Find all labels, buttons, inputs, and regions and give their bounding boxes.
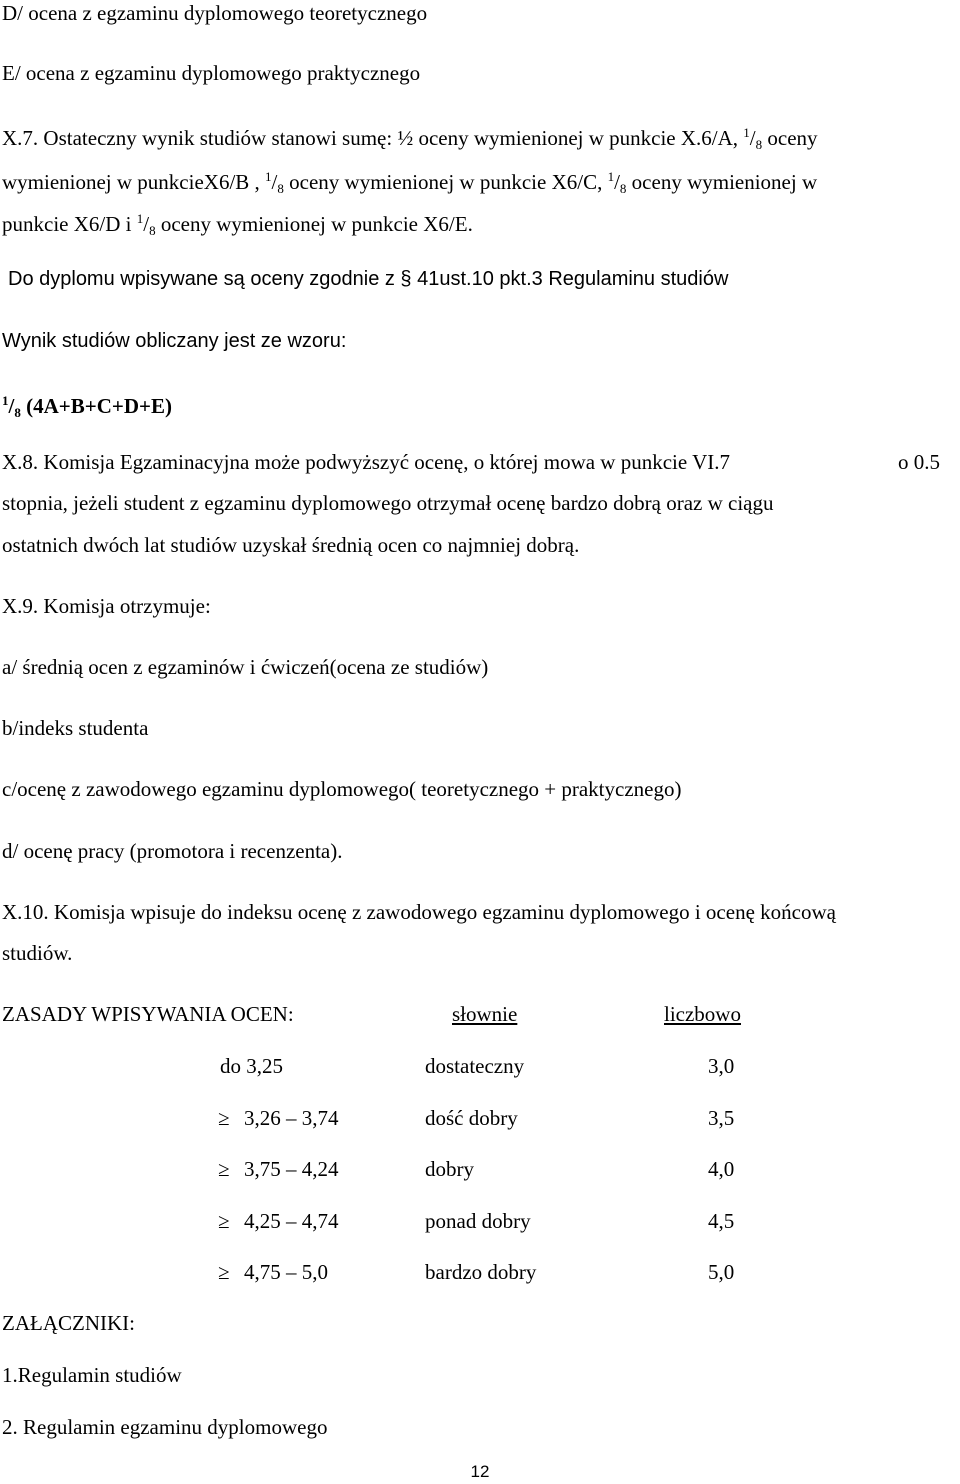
fraction-slash: / xyxy=(749,126,756,150)
formula-intro: Wynik studiów obliczany jest ze wzoru: xyxy=(2,330,347,352)
greater-equal-icon: ≥ xyxy=(218,1106,230,1130)
grade-number: 5,0 xyxy=(708,1260,735,1284)
section-x7-line2 xyxy=(2,164,817,202)
section-x7-line3 xyxy=(2,206,473,244)
section-x9: X.9. Komisja otrzymuje: xyxy=(2,594,211,618)
formula-expression: (4A+B+C+D+E) xyxy=(26,394,172,418)
fraction-den: 8 xyxy=(619,181,627,196)
section-x9-c: c/ocenę z zawodowego egzaminu dyplomowego( teoretycznego + praktycznego) xyxy=(2,777,682,801)
x7-text-f: punkcie X6/D i xyxy=(2,212,132,236)
fraction-slash: / xyxy=(271,170,278,194)
grade-word: ponad dobry xyxy=(425,1209,531,1233)
section-x9-b: b/indeks studenta xyxy=(2,716,149,740)
fraction-den: 8 xyxy=(149,223,156,238)
section-x10-line1: X.10. Komisja wpisuje do indeksu ocenę z zawodowego egzaminu dyplomowego i ocenę końcową xyxy=(2,900,836,924)
grade-word: dość dobry xyxy=(425,1106,518,1130)
fraction-num: 1 xyxy=(2,393,9,408)
fraction-slash: / xyxy=(143,212,150,236)
grade-range-row xyxy=(218,1259,328,1285)
fraction-num: 1 xyxy=(607,169,615,184)
grade-word: bardzo dobry xyxy=(425,1260,537,1284)
grades-col-numbers: liczbowo xyxy=(664,1002,741,1026)
section-x10-line2: studiów. xyxy=(2,941,73,965)
grade-range: do 3,25 xyxy=(220,1054,283,1078)
grade-number: 4,0 xyxy=(708,1157,735,1181)
point-e: E/ ocena z egzaminu dyplomowego praktycznego xyxy=(2,61,421,85)
grade-number: 4,5 xyxy=(708,1209,735,1233)
grade-range: 3,26 – 3,74 xyxy=(244,1106,339,1130)
page-number: 12 xyxy=(470,1462,490,1481)
grade-range-row xyxy=(218,1156,339,1182)
formula xyxy=(2,388,172,426)
greater-equal-icon: ≥ xyxy=(218,1209,230,1233)
section-x8-line1-end: o 0.5 xyxy=(898,450,940,474)
fraction-num: 1 xyxy=(136,211,144,226)
x7-text-d: oceny wymienionej w punkcie X6/C, xyxy=(289,170,603,194)
x7-text-b: oceny xyxy=(767,126,818,150)
attachment-item: 2. Regulamin egzaminu dyplomowego xyxy=(2,1415,328,1439)
grade-number: 3,5 xyxy=(708,1106,735,1130)
grades-heading: ZASADY WPISYWANIA OCEN: xyxy=(2,1002,294,1026)
dyplom-note: Do dyplomu wpisywane są oceny zgodnie z § 41ust.10 pkt.3 Regulaminu studiów xyxy=(8,268,729,290)
point-d: D/ ocena z egzaminu dyplomowego teoretycznego xyxy=(2,1,428,25)
grade-number: 3,0 xyxy=(708,1054,735,1078)
attachment-item: 1.Regulamin studiów xyxy=(2,1363,182,1387)
grade-range: 4,75 – 5,0 xyxy=(244,1260,328,1284)
grade-range: 4,25 – 4,74 xyxy=(244,1209,339,1233)
greater-equal-icon: ≥ xyxy=(218,1157,230,1181)
section-x8-line2: stopnia, jeżeli student z egzaminu dyplomowego otrzymał ocenę bardzo dobrą oraz w ciągu xyxy=(2,491,774,515)
fraction-den: 8 xyxy=(277,181,284,196)
attachments-heading: ZAŁĄCZNIKI: xyxy=(2,1311,135,1335)
section-x9-a: a/ średnią ocen z egzaminów i ćwiczeń(ocena ze studiów) xyxy=(2,655,489,679)
fraction-den: 8 xyxy=(14,405,21,420)
fraction-slash: / xyxy=(614,170,620,194)
grade-word: dostateczny xyxy=(425,1054,525,1078)
section-x8-line3: ostatnich dwóch lat studiów uzyskał średnią ocen co najmniej dobrą. xyxy=(2,533,580,557)
x7-text-a: X.7. Ostateczny wynik studiów stanowi sumę: ½ oceny wymienionej w punkcie X.6/A, xyxy=(2,126,739,150)
section-x8-line1: X.8. Komisja Egzaminacyjna może podwyższyć ocenę, o której mowa w punkcie VI.7 xyxy=(2,450,730,474)
x7-text-e: oceny wymienionej w xyxy=(631,170,818,194)
section-x9-d: d/ ocenę pracy (promotora i recenzenta). xyxy=(2,839,343,863)
fraction-num: 1 xyxy=(265,169,272,184)
fraction-den: 8 xyxy=(755,137,763,152)
section-x7-line1 xyxy=(2,120,818,158)
greater-equal-icon: ≥ xyxy=(218,1260,230,1284)
grade-word: dobry xyxy=(425,1157,474,1181)
x7-text-g: oceny wymienionej w punkcie X6/E. xyxy=(160,212,473,236)
grade-range-row xyxy=(218,1208,339,1234)
fraction-slash: / xyxy=(8,394,15,418)
grades-col-words: słownie xyxy=(452,1002,518,1026)
fraction-num: 1 xyxy=(743,125,750,140)
x7-text-c: wymienionej w punkcieX6/B , xyxy=(2,170,260,194)
grade-range-row xyxy=(218,1105,339,1131)
grade-range: 3,75 – 4,24 xyxy=(244,1157,339,1181)
